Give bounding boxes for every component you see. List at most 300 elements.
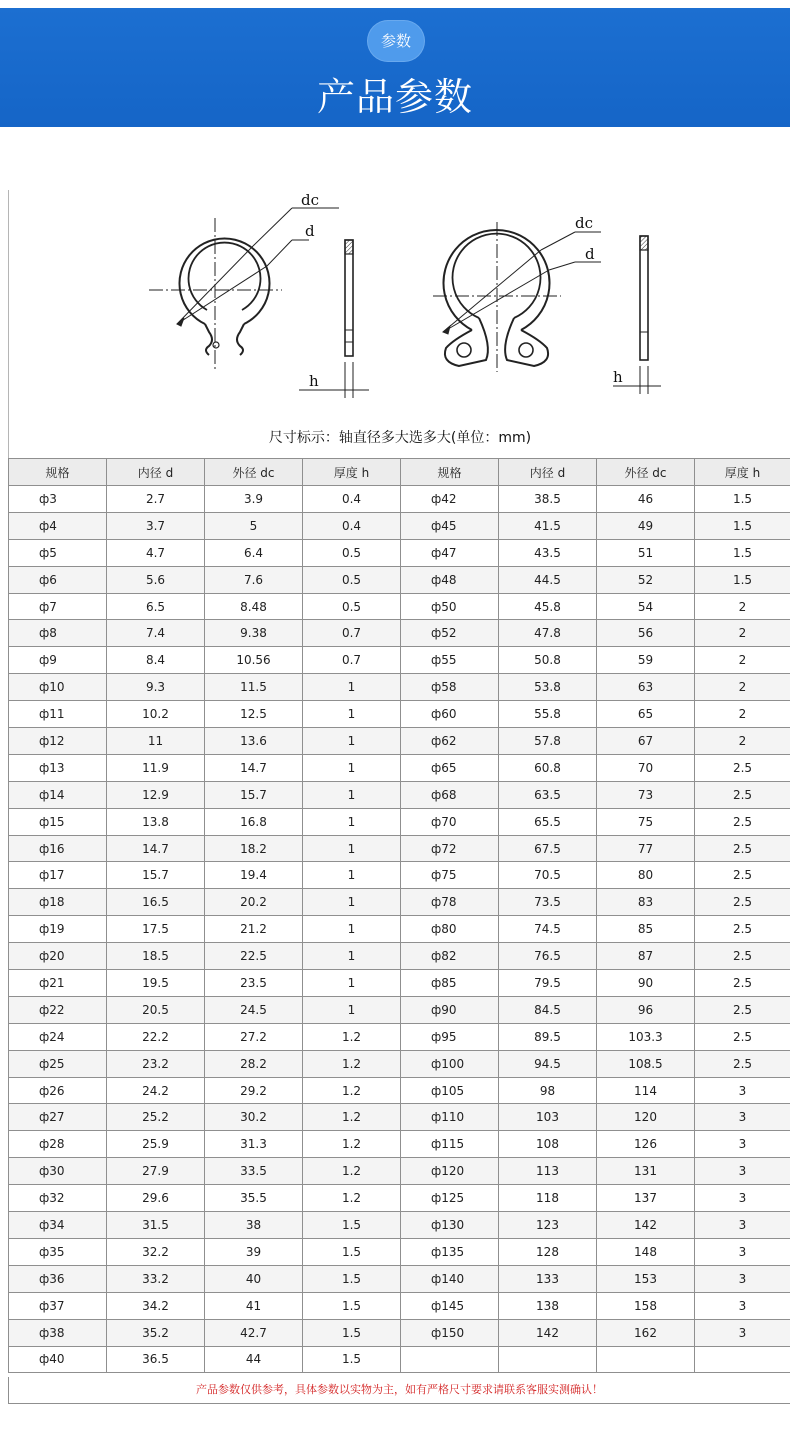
value-cell: 1.2 [303, 1050, 401, 1077]
spec-cell: ф20 [9, 943, 107, 970]
value-cell: 3 [695, 1131, 790, 1158]
value-cell: 113 [499, 1158, 597, 1185]
value-cell: 85 [597, 916, 695, 943]
value-cell: 42.7 [205, 1319, 303, 1346]
value-cell: 0.5 [303, 593, 401, 620]
spec-cell: ф3 [9, 486, 107, 513]
spec-cell: ф26 [9, 1077, 107, 1104]
value-cell: 108 [499, 1131, 597, 1158]
column-header: 厚度 h [695, 459, 790, 486]
spec-cell: ф70 [401, 808, 499, 835]
retaining-ring-diagram [9, 190, 790, 430]
value-cell: 67.5 [499, 835, 597, 862]
value-cell: 52 [597, 566, 695, 593]
value-cell: 2.5 [695, 996, 790, 1023]
value-cell: 50.8 [499, 647, 597, 674]
value-cell: 11.9 [107, 754, 205, 781]
value-cell: 30.2 [205, 1104, 303, 1131]
value-cell: 5 [205, 512, 303, 539]
label-dc-large: dc [575, 214, 594, 232]
value-cell: 12.9 [107, 781, 205, 808]
value-cell: 0.7 [303, 647, 401, 674]
spec-cell: ф95 [401, 1023, 499, 1050]
value-cell: 35.2 [107, 1319, 205, 1346]
value-cell: 38.5 [499, 486, 597, 513]
value-cell: 162 [597, 1319, 695, 1346]
value-cell: 55.8 [499, 701, 597, 728]
value-cell: 79.5 [499, 970, 597, 997]
value-cell: 39 [205, 1238, 303, 1265]
column-header: 内径 d [107, 459, 205, 486]
value-cell: 103.3 [597, 1023, 695, 1050]
value-cell: 2 [695, 620, 790, 647]
value-cell: 33.5 [205, 1158, 303, 1185]
value-cell: 1.5 [303, 1238, 401, 1265]
value-cell: 59 [597, 647, 695, 674]
table-row [9, 970, 790, 997]
value-cell: 16.5 [107, 889, 205, 916]
table-row [9, 674, 790, 701]
spec-cell: ф40 [9, 1346, 107, 1373]
table-row [9, 862, 790, 889]
spec-cell: ф50 [401, 593, 499, 620]
table-row [9, 1185, 790, 1212]
value-cell: 1.5 [695, 486, 790, 513]
parameter-table [8, 458, 790, 1373]
value-cell: 158 [597, 1292, 695, 1319]
value-cell: 1 [303, 862, 401, 889]
spec-cell: ф45 [401, 512, 499, 539]
value-cell: 74.5 [499, 916, 597, 943]
value-cell: 2.5 [695, 835, 790, 862]
value-cell: 28.2 [205, 1050, 303, 1077]
value-cell: 2 [695, 593, 790, 620]
spec-cell: ф6 [9, 566, 107, 593]
value-cell: 6.5 [107, 593, 205, 620]
table-row [9, 1292, 790, 1319]
column-header: 内径 d [499, 459, 597, 486]
table-row [9, 593, 790, 620]
value-cell: 34.2 [107, 1292, 205, 1319]
ring-small-front-view [179, 238, 269, 355]
value-cell: 18.5 [107, 943, 205, 970]
value-cell: 25.9 [107, 1131, 205, 1158]
spec-cell: ф80 [401, 916, 499, 943]
value-cell: 44.5 [499, 566, 597, 593]
value-cell [499, 1346, 597, 1373]
table-row [9, 781, 790, 808]
spec-cell: ф75 [401, 862, 499, 889]
value-cell: 15.7 [107, 862, 205, 889]
spec-cell: ф36 [9, 1265, 107, 1292]
value-cell: 49 [597, 512, 695, 539]
value-cell: 23.2 [107, 1050, 205, 1077]
value-cell: 24.5 [205, 996, 303, 1023]
value-cell: 118 [499, 1185, 597, 1212]
value-cell: 1 [303, 808, 401, 835]
value-cell: 120 [597, 1104, 695, 1131]
spec-cell: ф47 [401, 539, 499, 566]
value-cell: 148 [597, 1238, 695, 1265]
spec-cell: ф14 [9, 781, 107, 808]
spec-cell: ф48 [401, 566, 499, 593]
table-row [9, 512, 790, 539]
column-header: 厚度 h [303, 459, 401, 486]
value-cell: 80 [597, 862, 695, 889]
value-cell: 89.5 [499, 1023, 597, 1050]
value-cell: 45.8 [499, 593, 597, 620]
value-cell: 73.5 [499, 889, 597, 916]
value-cell: 2.5 [695, 808, 790, 835]
spec-cell: ф17 [9, 862, 107, 889]
value-cell: 142 [597, 1212, 695, 1239]
value-cell: 1 [303, 996, 401, 1023]
spec-cell: ф8 [9, 620, 107, 647]
spec-cell: ф28 [9, 1131, 107, 1158]
value-cell: 3 [695, 1104, 790, 1131]
value-cell [597, 1346, 695, 1373]
value-cell: 6.4 [205, 539, 303, 566]
value-cell: 9.3 [107, 674, 205, 701]
label-h-small: h [309, 372, 319, 390]
label-h-large: h [613, 368, 623, 386]
value-cell: 1 [303, 889, 401, 916]
spec-cell: ф25 [9, 1050, 107, 1077]
spec-cell: ф35 [9, 1238, 107, 1265]
value-cell: 3 [695, 1212, 790, 1239]
value-cell: 2.5 [695, 1050, 790, 1077]
value-cell: 32.2 [107, 1238, 205, 1265]
value-cell: 70 [597, 754, 695, 781]
label-d-small: d [305, 222, 315, 240]
spec-cell: ф27 [9, 1104, 107, 1131]
value-cell: 2.5 [695, 1023, 790, 1050]
value-cell: 23.5 [205, 970, 303, 997]
value-cell: 1.2 [303, 1185, 401, 1212]
spec-cell: ф30 [9, 1158, 107, 1185]
value-cell: 36.5 [107, 1346, 205, 1373]
spec-cell: ф65 [401, 754, 499, 781]
value-cell: 46 [597, 486, 695, 513]
spec-cell: ф130 [401, 1212, 499, 1239]
value-cell: 128 [499, 1238, 597, 1265]
value-cell: 2.5 [695, 862, 790, 889]
ring-small-side-view [345, 240, 353, 356]
value-cell: 2 [695, 701, 790, 728]
value-cell: 7.4 [107, 620, 205, 647]
value-cell: 131 [597, 1158, 695, 1185]
value-cell: 1 [303, 916, 401, 943]
label-d-large: d [585, 245, 595, 263]
value-cell: 142 [499, 1319, 597, 1346]
spec-cell: ф32 [9, 1185, 107, 1212]
value-cell: 12.5 [205, 701, 303, 728]
value-cell: 0.4 [303, 486, 401, 513]
value-cell: 103 [499, 1104, 597, 1131]
value-cell: 10.2 [107, 701, 205, 728]
value-cell: 44 [205, 1346, 303, 1373]
value-cell: 1.5 [695, 512, 790, 539]
spec-cell: ф15 [9, 808, 107, 835]
value-cell: 7.6 [205, 566, 303, 593]
value-cell: 21.2 [205, 916, 303, 943]
value-cell: 0.7 [303, 620, 401, 647]
table-row [9, 1212, 790, 1239]
value-cell: 108.5 [597, 1050, 695, 1077]
value-cell: 14.7 [205, 754, 303, 781]
ring-large-side-view [640, 236, 648, 360]
value-cell: 2 [695, 728, 790, 755]
value-cell: 9.38 [205, 620, 303, 647]
spec-cell: ф24 [9, 1023, 107, 1050]
value-cell: 75 [597, 808, 695, 835]
value-cell: 1 [303, 835, 401, 862]
spec-cell: ф78 [401, 889, 499, 916]
spec-cell: ф11 [9, 701, 107, 728]
value-cell: 16.8 [205, 808, 303, 835]
value-cell: 20.2 [205, 889, 303, 916]
value-cell: 13.8 [107, 808, 205, 835]
table-row [9, 539, 790, 566]
spec-cell: ф90 [401, 996, 499, 1023]
table-row [9, 943, 790, 970]
table-row [9, 808, 790, 835]
spec-cell: ф21 [9, 970, 107, 997]
dimension-drawing [8, 190, 790, 458]
value-cell: 0.5 [303, 566, 401, 593]
spec-cell: ф19 [9, 916, 107, 943]
value-cell: 31.5 [107, 1212, 205, 1239]
value-cell: 2.5 [695, 970, 790, 997]
table-row [9, 1346, 790, 1373]
table-row [9, 889, 790, 916]
spec-cell: ф58 [401, 674, 499, 701]
value-cell: 60.8 [499, 754, 597, 781]
value-cell: 77 [597, 835, 695, 862]
spec-cell: ф125 [401, 1185, 499, 1212]
spec-cell: ф140 [401, 1265, 499, 1292]
spec-cell: ф42 [401, 486, 499, 513]
table-header-row [9, 459, 790, 486]
spec-cell: ф22 [9, 996, 107, 1023]
value-cell: 35.5 [205, 1185, 303, 1212]
value-cell: 5.6 [107, 566, 205, 593]
table-row [9, 620, 790, 647]
spec-cell: ф7 [9, 593, 107, 620]
value-cell: 1 [303, 943, 401, 970]
value-cell: 153 [597, 1265, 695, 1292]
value-cell: 3 [695, 1077, 790, 1104]
table-row [9, 1050, 790, 1077]
value-cell: 22.5 [205, 943, 303, 970]
value-cell: 31.3 [205, 1131, 303, 1158]
value-cell: 33.2 [107, 1265, 205, 1292]
value-cell: 1 [303, 970, 401, 997]
value-cell: 2.7 [107, 486, 205, 513]
spec-cell: ф115 [401, 1131, 499, 1158]
spec-cell: ф100 [401, 1050, 499, 1077]
value-cell: 3 [695, 1265, 790, 1292]
label-dc-small: dc [301, 191, 320, 209]
spec-cell: ф9 [9, 647, 107, 674]
value-cell: 1.5 [303, 1346, 401, 1373]
column-header: 规格 [9, 459, 107, 486]
spec-cell: ф135 [401, 1238, 499, 1265]
disclaimer-note: 产品参数仅供参考，具体参数以实物为主，如有严格尺寸要求请联系客服实测确认！ [8, 1377, 790, 1404]
value-cell: 138 [499, 1292, 597, 1319]
spec-cell: ф72 [401, 835, 499, 862]
value-cell: 19.4 [205, 862, 303, 889]
column-header: 规格 [401, 459, 499, 486]
value-cell: 1 [303, 701, 401, 728]
value-cell: 47.8 [499, 620, 597, 647]
value-cell: 65 [597, 701, 695, 728]
table-row [9, 835, 790, 862]
value-cell: 41.5 [499, 512, 597, 539]
value-cell: 3 [695, 1292, 790, 1319]
value-cell: 63 [597, 674, 695, 701]
spec-cell: ф10 [9, 674, 107, 701]
value-cell: 11.5 [205, 674, 303, 701]
value-cell: 29.2 [205, 1077, 303, 1104]
value-cell: 94.5 [499, 1050, 597, 1077]
value-cell: 13.6 [205, 728, 303, 755]
value-cell: 27.2 [205, 1023, 303, 1050]
value-cell: 27.9 [107, 1158, 205, 1185]
table-row [9, 1023, 790, 1050]
value-cell: 90 [597, 970, 695, 997]
value-cell: 2 [695, 674, 790, 701]
table-row [9, 1265, 790, 1292]
spec-cell: ф18 [9, 889, 107, 916]
value-cell: 1.2 [303, 1131, 401, 1158]
value-cell: 1.5 [303, 1292, 401, 1319]
value-cell: 8.4 [107, 647, 205, 674]
column-header: 外径 dc [205, 459, 303, 486]
table-row [9, 728, 790, 755]
value-cell: 3 [695, 1185, 790, 1212]
value-cell: 137 [597, 1185, 695, 1212]
value-cell: 1 [303, 754, 401, 781]
spec-cell: ф52 [401, 620, 499, 647]
value-cell: 3 [695, 1319, 790, 1346]
value-cell: 29.6 [107, 1185, 205, 1212]
value-cell: 1 [303, 781, 401, 808]
spec-cell: ф82 [401, 943, 499, 970]
value-cell: 24.2 [107, 1077, 205, 1104]
value-cell: 1.5 [695, 566, 790, 593]
value-cell: 1.2 [303, 1023, 401, 1050]
value-cell: 41 [205, 1292, 303, 1319]
spec-cell: ф4 [9, 512, 107, 539]
value-cell: 83 [597, 889, 695, 916]
table-row [9, 1238, 790, 1265]
value-cell: 3 [695, 1238, 790, 1265]
spec-cell: ф105 [401, 1077, 499, 1104]
value-cell: 2.5 [695, 889, 790, 916]
value-cell: 65.5 [499, 808, 597, 835]
table-row [9, 647, 790, 674]
value-cell: 70.5 [499, 862, 597, 889]
value-cell: 15.7 [205, 781, 303, 808]
spec-cell: ф60 [401, 701, 499, 728]
value-cell: 8.48 [205, 593, 303, 620]
value-cell: 20.5 [107, 996, 205, 1023]
spec-cell: ф150 [401, 1319, 499, 1346]
table-row [9, 1158, 790, 1185]
value-cell: 1.5 [303, 1212, 401, 1239]
value-cell: 53.8 [499, 674, 597, 701]
value-cell: 22.2 [107, 1023, 205, 1050]
value-cell: 19.5 [107, 970, 205, 997]
value-cell: 126 [597, 1131, 695, 1158]
value-cell: 73 [597, 781, 695, 808]
value-cell: 54 [597, 593, 695, 620]
value-cell: 1 [303, 728, 401, 755]
value-cell: 63.5 [499, 781, 597, 808]
spec-cell: ф55 [401, 647, 499, 674]
value-cell: 11 [107, 728, 205, 755]
value-cell: 14.7 [107, 835, 205, 862]
value-cell: 38 [205, 1212, 303, 1239]
value-cell: 3.7 [107, 512, 205, 539]
value-cell: 3 [695, 1158, 790, 1185]
table-row [9, 1319, 790, 1346]
value-cell [695, 1346, 790, 1373]
table-row [9, 754, 790, 781]
value-cell: 1 [303, 674, 401, 701]
value-cell: 2.5 [695, 916, 790, 943]
value-cell: 87 [597, 943, 695, 970]
value-cell: 2.5 [695, 754, 790, 781]
value-cell: 1.2 [303, 1158, 401, 1185]
value-cell: 76.5 [499, 943, 597, 970]
value-cell: 2.5 [695, 943, 790, 970]
spec-cell: ф110 [401, 1104, 499, 1131]
column-header: 外径 dc [597, 459, 695, 486]
spec-cell: ф12 [9, 728, 107, 755]
value-cell: 1.5 [303, 1265, 401, 1292]
value-cell: 123 [499, 1212, 597, 1239]
dimension-caption: 尺寸标示：轴直径多大选多大(单位：mm) [268, 430, 532, 446]
value-cell: 0.4 [303, 512, 401, 539]
value-cell: 0.5 [303, 539, 401, 566]
value-cell: 51 [597, 539, 695, 566]
value-cell: 3.9 [205, 486, 303, 513]
table-row [9, 566, 790, 593]
spec-cell: ф13 [9, 754, 107, 781]
value-cell: 1.5 [695, 539, 790, 566]
value-cell: 96 [597, 996, 695, 1023]
table-row [9, 1077, 790, 1104]
value-cell: 1.2 [303, 1104, 401, 1131]
table-row [9, 1131, 790, 1158]
spec-cell: ф16 [9, 835, 107, 862]
value-cell: 25.2 [107, 1104, 205, 1131]
spec-cell: ф5 [9, 539, 107, 566]
value-cell: 2.5 [695, 781, 790, 808]
table-row [9, 996, 790, 1023]
table-row [9, 486, 790, 513]
value-cell: 1.5 [303, 1319, 401, 1346]
value-cell: 67 [597, 728, 695, 755]
spec-cell: ф62 [401, 728, 499, 755]
value-cell: 1.2 [303, 1077, 401, 1104]
value-cell: 2 [695, 647, 790, 674]
value-cell: 18.2 [205, 835, 303, 862]
value-cell: 4.7 [107, 539, 205, 566]
value-cell: 133 [499, 1265, 597, 1292]
